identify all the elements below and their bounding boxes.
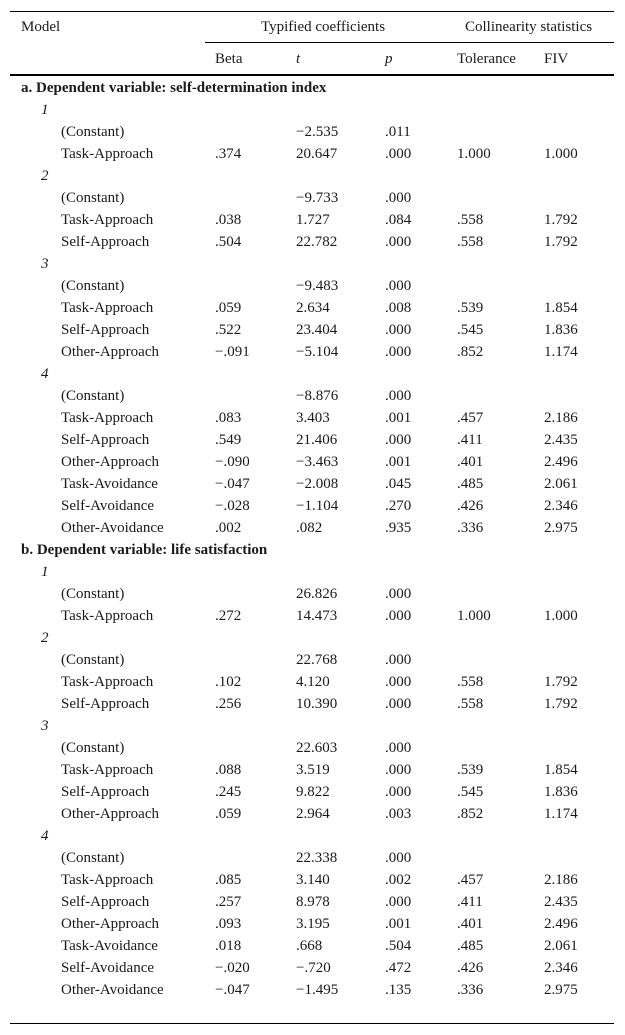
section-heading: a. Dependent variable: self-determination index — [21, 80, 327, 96]
cell-tolerance: 1.000 — [457, 608, 491, 624]
cell-tolerance: .426 — [457, 498, 484, 514]
model-number-row — [10, 363, 614, 385]
cell-p: .002 — [385, 872, 412, 888]
cell-variable: Task-Approach — [61, 872, 154, 888]
header-tolerance: Tolerance — [457, 51, 516, 67]
cell-p: .001 — [385, 454, 412, 470]
header-sub-rule — [205, 42, 614, 43]
table-row — [10, 143, 614, 165]
table-row — [10, 187, 614, 209]
cell-fiv: 2.346 — [544, 498, 578, 514]
cell-p: .011 — [385, 124, 411, 140]
cell-beta: .038 — [215, 212, 242, 228]
model-number-row — [10, 253, 614, 275]
cell-t: 23.404 — [296, 322, 338, 338]
cell-beta: .504 — [215, 234, 242, 250]
cell-beta: −.091 — [215, 344, 250, 360]
cell-variable: (Constant) — [61, 850, 125, 866]
cell-beta: .256 — [215, 696, 242, 712]
cell-tolerance: .411 — [457, 432, 483, 448]
model-number-row — [10, 627, 614, 649]
table-row — [10, 583, 614, 605]
cell-variable: (Constant) — [61, 190, 125, 206]
table-row — [10, 341, 614, 363]
cell-fiv: 2.061 — [544, 938, 578, 954]
model-number: 3 — [41, 718, 49, 734]
table-row — [10, 209, 614, 231]
cell-fiv: 1.174 — [544, 344, 578, 360]
cell-t: 22.338 — [296, 850, 338, 866]
cell-fiv: 1.836 — [544, 784, 578, 800]
model-number-row — [10, 825, 614, 847]
cell-p: .003 — [385, 806, 412, 822]
cell-fiv: 2.061 — [544, 476, 578, 492]
cell-beta: .002 — [215, 520, 242, 536]
cell-p: .000 — [385, 894, 412, 910]
cell-variable: Other-Approach — [61, 454, 159, 470]
cell-variable: Task-Approach — [61, 300, 154, 316]
header-fiv: FIV — [544, 51, 569, 67]
cell-p: .001 — [385, 916, 412, 932]
cell-beta: .374 — [215, 146, 242, 162]
cell-fiv: 2.435 — [544, 894, 578, 910]
cell-fiv: 2.496 — [544, 454, 578, 470]
cell-t: 3.519 — [296, 762, 330, 778]
cell-p: .001 — [385, 410, 412, 426]
section-heading-row — [10, 77, 614, 99]
cell-fiv: 2.186 — [544, 410, 578, 426]
cell-tolerance: .545 — [457, 784, 484, 800]
cell-tolerance: .336 — [457, 982, 484, 998]
cell-variable: Task-Approach — [61, 762, 154, 778]
cell-t: .082 — [296, 520, 323, 536]
cell-beta: .085 — [215, 872, 242, 888]
table-row — [10, 737, 614, 759]
cell-beta: .257 — [215, 894, 242, 910]
cell-fiv: 1.792 — [544, 674, 578, 690]
cell-t: 9.822 — [296, 784, 330, 800]
cell-p: .000 — [385, 674, 412, 690]
cell-fiv: 1.792 — [544, 234, 578, 250]
cell-p: .000 — [385, 696, 412, 712]
cell-tolerance: .852 — [457, 344, 484, 360]
table-row — [10, 847, 614, 869]
cell-p: .504 — [385, 938, 412, 954]
cell-p: .000 — [385, 762, 412, 778]
cell-beta: .102 — [215, 674, 242, 690]
cell-variable: (Constant) — [61, 124, 125, 140]
table-row — [10, 473, 614, 495]
cell-variable: (Constant) — [61, 586, 125, 602]
table-row — [10, 781, 614, 803]
header-typified-coefficients: Typified coefficients — [261, 19, 386, 35]
cell-beta: .245 — [215, 784, 242, 800]
table-row — [10, 935, 614, 957]
cell-p: .000 — [385, 322, 412, 338]
table-row — [10, 803, 614, 825]
cell-variable: Self-Avoidance — [61, 498, 155, 514]
cell-variable: Self-Avoidance — [61, 960, 155, 976]
cell-t: 2.964 — [296, 806, 330, 822]
cell-t: 22.782 — [296, 234, 338, 250]
cell-p: .935 — [385, 520, 412, 536]
cell-fiv: 1.792 — [544, 696, 578, 712]
cell-tolerance: .485 — [457, 476, 484, 492]
model-number-row — [10, 715, 614, 737]
cell-p: .000 — [385, 432, 412, 448]
table-row — [10, 451, 614, 473]
table-row — [10, 385, 614, 407]
cell-beta: .018 — [215, 938, 242, 954]
cell-fiv: 1.854 — [544, 300, 578, 316]
cell-t: −9.733 — [296, 190, 339, 206]
cell-variable: Other-Approach — [61, 344, 159, 360]
table-row — [10, 605, 614, 627]
cell-p: .084 — [385, 212, 412, 228]
table-row — [10, 891, 614, 913]
cell-beta: .088 — [215, 762, 242, 778]
top-rule — [10, 11, 614, 12]
cell-t: 14.473 — [296, 608, 338, 624]
cell-variable: (Constant) — [61, 388, 125, 404]
cell-t: −9.483 — [296, 278, 339, 294]
cell-fiv: 1.792 — [544, 212, 578, 228]
cell-p: .000 — [385, 344, 412, 360]
cell-t: −8.876 — [296, 388, 339, 404]
cell-tolerance: .558 — [457, 234, 484, 250]
cell-fiv: 2.346 — [544, 960, 578, 976]
cell-beta: −.028 — [215, 498, 250, 514]
table-row — [10, 121, 614, 143]
cell-t: 26.826 — [296, 586, 338, 602]
model-number-row — [10, 561, 614, 583]
cell-fiv: 2.975 — [544, 982, 578, 998]
cell-variable: Self-Approach — [61, 322, 150, 338]
cell-variable: Self-Approach — [61, 784, 150, 800]
cell-variable: Other-Avoidance — [61, 982, 164, 998]
model-number: 4 — [41, 366, 49, 382]
cell-fiv: 1.000 — [544, 608, 578, 624]
cell-tolerance: .545 — [457, 322, 484, 338]
cell-t: −2.008 — [296, 476, 339, 492]
cell-t: −2.535 — [296, 124, 339, 140]
header-collinearity-statistics: Collinearity statistics — [465, 19, 593, 35]
cell-tolerance: .401 — [457, 916, 484, 932]
regression-table — [10, 0, 614, 1035]
cell-beta: .059 — [215, 806, 242, 822]
cell-tolerance: .558 — [457, 696, 484, 712]
table-row — [10, 913, 614, 935]
cell-variable: Task-Approach — [61, 212, 154, 228]
cell-p: .270 — [385, 498, 412, 514]
cell-p: .000 — [385, 586, 412, 602]
cell-tolerance: .457 — [457, 872, 484, 888]
section-heading-row — [10, 539, 614, 561]
model-number-row — [10, 99, 614, 121]
header-bottom-rule — [10, 74, 614, 76]
cell-tolerance: .558 — [457, 212, 484, 228]
cell-tolerance: .558 — [457, 674, 484, 690]
cell-tolerance: .485 — [457, 938, 484, 954]
cell-beta: .549 — [215, 432, 242, 448]
header-p: p — [385, 51, 393, 67]
cell-fiv: 1.174 — [544, 806, 578, 822]
table-row — [10, 869, 614, 891]
model-number: 3 — [41, 256, 49, 272]
cell-p: .000 — [385, 234, 412, 250]
cell-variable: Other-Approach — [61, 806, 159, 822]
table-row — [10, 671, 614, 693]
cell-t: 3.403 — [296, 410, 330, 426]
cell-variable: Task-Approach — [61, 146, 154, 162]
model-number-row — [10, 165, 614, 187]
cell-p: .045 — [385, 476, 412, 492]
table-row — [10, 957, 614, 979]
cell-t: −1.495 — [296, 982, 339, 998]
table-row — [10, 319, 614, 341]
cell-tolerance: .852 — [457, 806, 484, 822]
cell-variable: Task-Avoidance — [61, 476, 158, 492]
cell-beta: .272 — [215, 608, 242, 624]
cell-p: .000 — [385, 278, 412, 294]
cell-t: 2.634 — [296, 300, 330, 316]
cell-tolerance: .401 — [457, 454, 484, 470]
cell-t: 10.390 — [296, 696, 338, 712]
cell-fiv: 2.975 — [544, 520, 578, 536]
cell-variable: Self-Approach — [61, 894, 150, 910]
cell-beta: .083 — [215, 410, 242, 426]
cell-variable: Self-Approach — [61, 696, 150, 712]
cell-p: .000 — [385, 146, 412, 162]
cell-t: .668 — [296, 938, 323, 954]
cell-variable: Task-Approach — [61, 410, 154, 426]
cell-beta: −.047 — [215, 982, 250, 998]
cell-variable: Other-Avoidance — [61, 520, 164, 536]
cell-beta: −.020 — [215, 960, 250, 976]
cell-t: 3.195 — [296, 916, 330, 932]
table-row — [10, 979, 614, 1001]
cell-tolerance: .457 — [457, 410, 484, 426]
cell-p: .135 — [385, 982, 412, 998]
cell-fiv: 1.836 — [544, 322, 578, 338]
cell-p: .472 — [385, 960, 412, 976]
cell-variable: Task-Approach — [61, 608, 154, 624]
cell-beta: .059 — [215, 300, 242, 316]
table-row — [10, 231, 614, 253]
cell-t: 21.406 — [296, 432, 338, 448]
cell-tolerance: .411 — [457, 894, 483, 910]
cell-p: .000 — [385, 850, 412, 866]
table-row — [10, 275, 614, 297]
table-row — [10, 495, 614, 517]
cell-t: 20.647 — [296, 146, 338, 162]
cell-fiv: 2.186 — [544, 872, 578, 888]
cell-t: 1.727 — [296, 212, 330, 228]
cell-tolerance: .539 — [457, 762, 484, 778]
table-row — [10, 759, 614, 781]
table-row — [10, 517, 614, 539]
table-row — [10, 429, 614, 451]
cell-fiv: 1.854 — [544, 762, 578, 778]
cell-p: .008 — [385, 300, 412, 316]
cell-beta: −.047 — [215, 476, 250, 492]
model-number: 1 — [41, 564, 49, 580]
cell-beta: −.090 — [215, 454, 250, 470]
cell-beta: .522 — [215, 322, 242, 338]
table-row — [10, 407, 614, 429]
cell-t: −5.104 — [296, 344, 339, 360]
header-t: t — [296, 51, 301, 67]
section-heading: b. Dependent variable: life satisfaction — [21, 542, 268, 558]
model-number: 4 — [41, 828, 49, 844]
header-model: Model — [21, 19, 61, 35]
cell-p: .000 — [385, 388, 412, 404]
cell-variable: (Constant) — [61, 278, 125, 294]
table-row — [10, 693, 614, 715]
cell-t: 4.120 — [296, 674, 330, 690]
cell-variable: Other-Approach — [61, 916, 159, 932]
cell-p: .000 — [385, 784, 412, 800]
cell-fiv: 1.000 — [544, 146, 578, 162]
cell-t: 3.140 — [296, 872, 330, 888]
table-row — [10, 297, 614, 319]
cell-t: 22.768 — [296, 652, 338, 668]
cell-beta: .093 — [215, 916, 242, 932]
cell-tolerance: 1.000 — [457, 146, 491, 162]
cell-p: .000 — [385, 740, 412, 756]
cell-p: .000 — [385, 190, 412, 206]
cell-variable: Task-Approach — [61, 674, 154, 690]
model-number: 2 — [41, 630, 49, 646]
cell-variable: (Constant) — [61, 740, 125, 756]
cell-tolerance: .539 — [457, 300, 484, 316]
cell-fiv: 2.496 — [544, 916, 578, 932]
cell-t: −1.104 — [296, 498, 339, 514]
cell-variable: Task-Avoidance — [61, 938, 158, 954]
cell-t: 22.603 — [296, 740, 338, 756]
model-number: 1 — [41, 102, 49, 118]
cell-t: 8.978 — [296, 894, 330, 910]
cell-tolerance: .336 — [457, 520, 484, 536]
cell-variable: Self-Approach — [61, 234, 150, 250]
cell-p: .000 — [385, 608, 412, 624]
table-row — [10, 649, 614, 671]
cell-t: −3.463 — [296, 454, 339, 470]
cell-p: .000 — [385, 652, 412, 668]
bottom-rule — [10, 1023, 614, 1024]
cell-t: −.720 — [296, 960, 331, 976]
cell-variable: Self-Approach — [61, 432, 150, 448]
header-beta: Beta — [215, 51, 243, 67]
cell-fiv: 2.435 — [544, 432, 578, 448]
cell-variable: (Constant) — [61, 652, 125, 668]
cell-tolerance: .426 — [457, 960, 484, 976]
model-number: 2 — [41, 168, 49, 184]
